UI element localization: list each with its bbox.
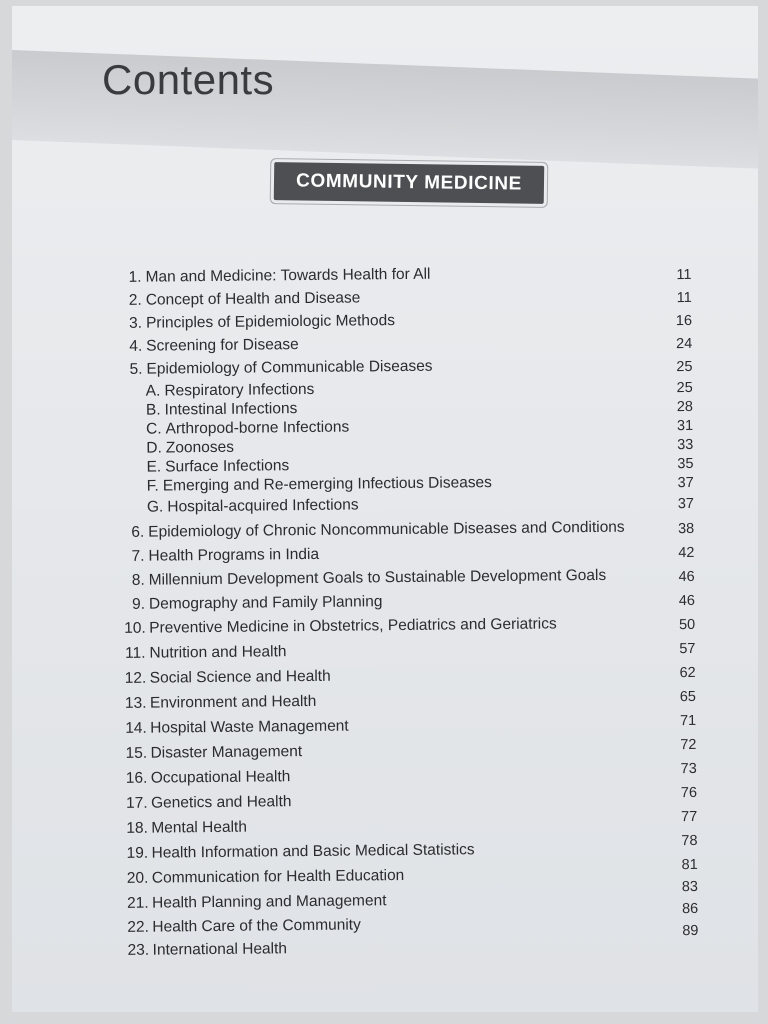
toc-entry-9: 9. Demography and Family Planning [131,593,383,613]
toc-entry-14: 14. Hospital Waste Management [125,717,349,737]
page-number: 71 [679,712,697,730]
toc-subentry-5f: F. Emerging and Re-emerging Infectious Diseases [146,474,492,495]
toc-entry-17: 17. Genetics and Health [125,793,292,812]
toc-entry-21: 21. Health Planning and Management [127,892,387,912]
page-number: 65 [679,688,697,706]
page-number: 83 [681,878,699,896]
page-number: 76 [680,784,698,802]
section-badge: COMMUNITY MEDICINE [274,162,545,204]
page-number: 33 [677,436,694,454]
toc-entry-13: 13. Environment and Health [124,692,317,712]
page-number: 35 [677,455,694,473]
toc-entry-2: 2. Concept of Health and Disease [128,289,361,309]
page-number: 77 [681,808,698,826]
page-number: 86 [681,900,699,918]
toc-entry-20: 20. Communication for Health Education [126,866,405,887]
page-number: 72 [680,736,697,754]
toc-subentry-5a: A. Respiratory Infections [145,380,315,400]
page-number: 31 [676,417,694,435]
page-number: 57 [679,640,696,658]
toc-entry-10: 10. Preventive Medicine in Obstetrics, Pediatrics and Geriatrics [124,615,557,637]
toc-entry-3: 3. Principles of Epidemiologic Methods [128,312,396,332]
toc-subentry-5g: G. Hospital-acquired Infections [146,496,359,516]
toc-entry-23: 23. International Health [127,940,288,959]
page-number: 25 [676,379,693,397]
toc-subentry-5b: B. Intestinal Infections [145,400,298,419]
page-number: 78 [681,832,698,850]
table-of-contents [12,6,758,1012]
toc-entry-11: 11. Nutrition and Health [124,643,287,662]
toc-subentry-5e: E. Surface Infections [146,457,290,476]
page-number: 37 [677,474,694,492]
page-number: 89 [682,922,699,940]
page-number: 11 [676,266,692,284]
page-number: 62 [679,664,696,682]
page-number: 38 [677,520,695,538]
page-number: 81 [681,856,698,874]
book-page [12,6,758,1012]
toc-entry-8: 8. Millennium Development Goals to Sustainable Development Goals [131,566,607,589]
page-number: 46 [678,592,696,610]
page-number: 37 [677,495,695,513]
toc-entry-12: 12. Social Science and Health [124,667,331,687]
page-title: Contents [102,56,275,103]
toc-subentry-5c: C. Arthropod-borne Infections [146,418,350,438]
toc-entry-1: 1. Man and Medicine: Towards Health for All [128,265,431,286]
toc-subentry-5d: D. Zoonoses [146,438,234,457]
page-number: 16 [675,312,693,330]
toc-entry-16: 16. Occupational Health [125,768,291,787]
page-number: 73 [680,760,697,778]
toc-entry-18: 18. Mental Health [126,818,248,837]
page-number: 50 [678,616,696,634]
toc-entry-6: 6. Epidemiology of Chronic Noncommunicable Diseases and Conditions [131,518,625,541]
toc-entry-4: 4. Screening for Disease [129,336,299,355]
toc-entry-19: 19. Health Information and Basic Medical Statistics [126,841,475,862]
page-number: 25 [676,358,693,376]
toc-entry-7: 7. Health Programs in India [131,545,320,565]
page-number: 24 [676,335,693,353]
page-number: 42 [678,544,695,562]
toc-entry-22: 22. Health Care of the Community [127,916,361,936]
page-number: 28 [676,398,694,416]
page-number: 11 [676,289,692,307]
page-number: 46 [678,568,695,586]
toc-entry-5: 5. Epidemiology of Communicable Diseases [129,357,433,378]
toc-entry-15: 15. Disaster Management [125,743,303,762]
